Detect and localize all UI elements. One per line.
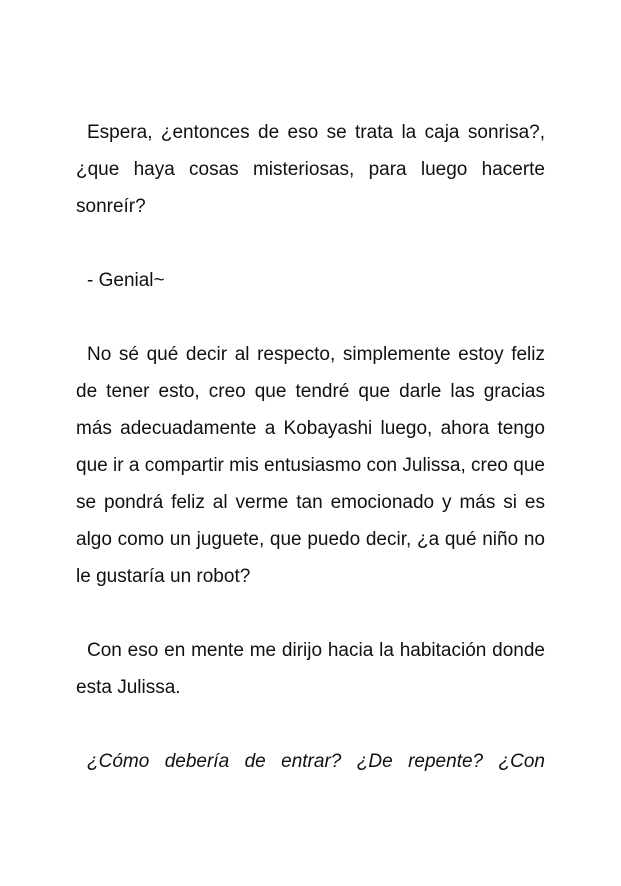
- paragraph-2: - Genial~: [87, 270, 165, 291]
- paragraph-5: ¿Cómo debería de entrar? ¿De repente? ¿Con: [87, 751, 545, 772]
- paragraph-4: Con eso en mente me dirijo hacia la habitación donde esta Julissa.: [76, 640, 545, 698]
- paragraph-1: Espera, ¿entonces de eso se trata la caja sonrisa?, ¿que haya cosas misteriosas, para luego hacerte sonreír?: [76, 122, 545, 217]
- paragraph-3: No sé qué decir al respecto, simplemente estoy feliz de tener esto, creo que tendré que darle las gracias más adecuadamente a Kobayashi luego, ahora tengo que ir a compartir mis entusiasmo con Julissa, creo que se pondrá feliz al verme tan emocionado y más si es algo como un juguete, que puedo decir, ¿a qué niño no le gustaría un robot?: [76, 344, 545, 587]
- document-page: [76, 114, 545, 817]
